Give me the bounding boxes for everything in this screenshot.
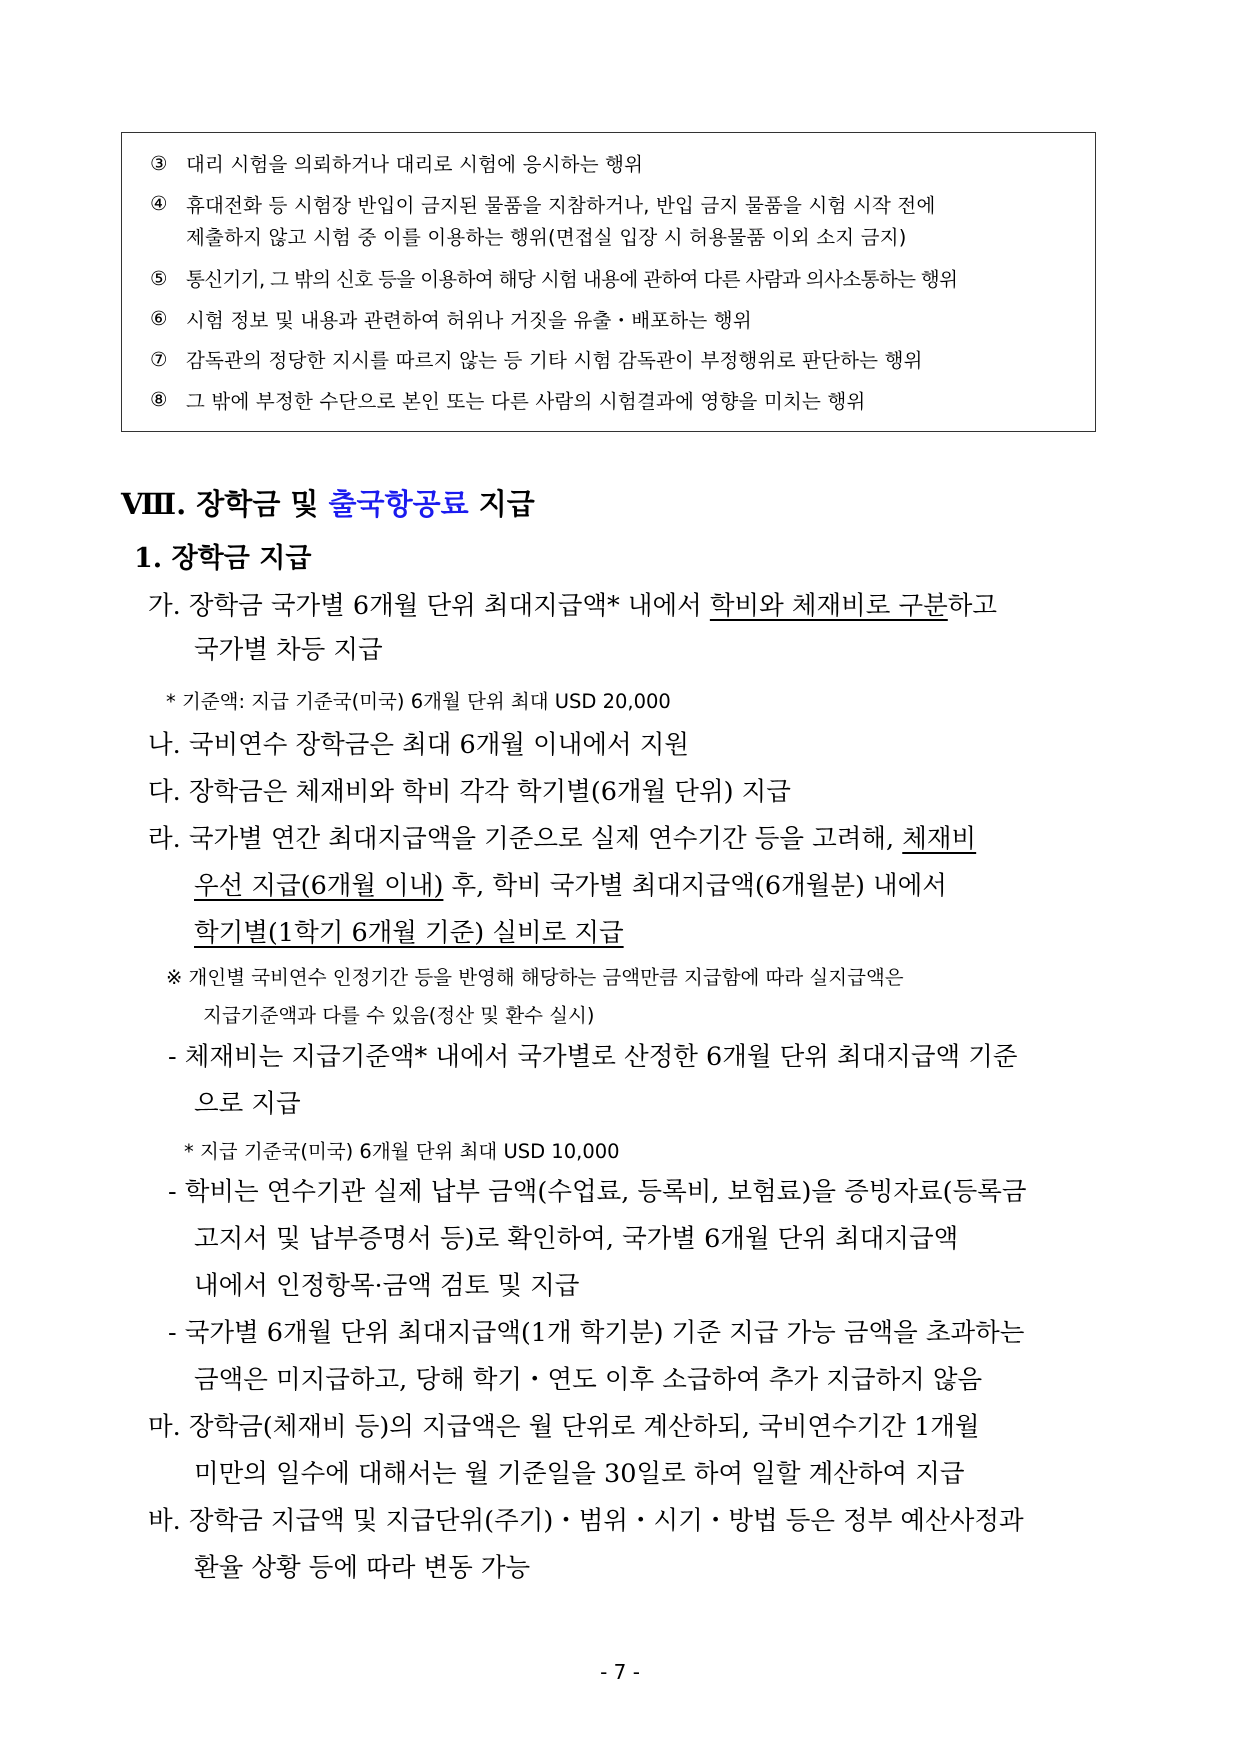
item-text: 감독관의 정당한 지시를 따르지 않는 등 기타 시험 감독관이 부정행위로 판단하는 행위	[186, 349, 923, 373]
box-item	[150, 339, 1083, 380]
note-ra-line1: ※ 개인별 국비연수 인정기간 등을 반영해 해당하는 금액만큼 지급함에 따라 실지급액은	[166, 966, 904, 989]
item-number: ④	[150, 192, 168, 216]
note-dash1: * 지급 기준국(미국) 6개월 단위 최대 USD 10,000	[184, 1140, 620, 1163]
note-ra-line2: 지급기준액과 다를 수 있음(정산 및 환수 실시)	[203, 1004, 595, 1027]
dash2-line2: 고지서 및 납부증명서 등)로 확인하여, 국가별 6개월 단위 최대지급액	[194, 1224, 959, 1254]
text: 후, 학비 국가별 최대지급액(6개월분) 내에서	[443, 871, 947, 901]
item-number: ⑥	[150, 307, 168, 331]
prohibited-acts-box	[121, 132, 1096, 432]
item-number: ⑤	[150, 266, 168, 290]
note-ga: * 기준액: 지급 기준국(미국) 6개월 단위 최대 USD 20,000	[166, 690, 671, 713]
dash2-line1: - 학비는 연수기관 실제 납부 금액(수업료, 등록비, 보험료)을 증빙자료(등록금	[168, 1177, 1027, 1207]
para-ga-line2: 국가별 차등 지급	[194, 635, 383, 665]
box-item	[150, 380, 1083, 421]
box-item	[150, 143, 1083, 184]
item-text: 휴대전화 등 시험장 반입이 금지된 물품을 지참하거나, 반입 금지 물품을 시험 시작 전에	[186, 193, 936, 217]
item-number: ⑧	[150, 388, 168, 412]
text: 라. 국가별 연간 최대지급액을 기준으로 실제 연수기간 등을 고려해,	[148, 824, 903, 854]
dash1-line2: 으로 지급	[194, 1089, 301, 1119]
underlined-text: 학비와 체재비로 구분	[709, 591, 948, 621]
para-na: 나. 국비연수 장학금은 최대 6개월 이내에서 지원	[148, 730, 689, 760]
subsection-heading: 1. 장학금 지급	[134, 543, 312, 574]
para-ma-line2: 미만의 일수에 대해서는 월 기준일을 30일로 하여 일할 계산하여 지급	[194, 1459, 965, 1489]
para-da: 다. 장학금은 체재비와 학비 각각 학기별(6개월 단위) 지급	[148, 777, 791, 807]
box-item-continuation: 제출하지 않고 시험 중 이를 이용하는 행위(면접실 입장 시 허용물품 이외 소지 금지)	[186, 226, 907, 249]
section-heading-suffix: 지급	[468, 487, 535, 521]
dash3-line2: 금액은 미지급하고, 당해 학기・연도 이후 소급하여 추가 지급하지 않음	[194, 1365, 983, 1395]
item-number: ⑦	[150, 347, 168, 371]
item-text: 대리 시험을 의뢰하거나 대리로 시험에 응시하는 행위	[186, 153, 644, 177]
item-text: 통신기기, 그 밖의 신호 등을 이용하여 해당 시험 내용에 관하여 다른 사람과 의사소통하는 행위	[186, 268, 958, 292]
para-ra-line1	[148, 819, 976, 855]
section-heading-prefix: Ⅷ. 장학금 및	[121, 487, 329, 521]
dash3-line1: - 국가별 6개월 단위 최대지급액(1개 학기분) 기준 지급 가능 금액을 초과하는	[168, 1318, 1025, 1348]
underlined-text: 체재비	[902, 824, 977, 854]
underlined-text: 우선 지급(6개월 이내)	[194, 871, 444, 901]
para-ra-line3	[194, 913, 624, 949]
item-text: 그 밖에 부정한 수단으로 본인 또는 다른 사람의 시험결과에 영향을 미치는 행위	[186, 389, 866, 413]
dash1-line1: - 체재비는 지급기준액* 내에서 국가별로 산정한 6개월 단위 최대지급액 기준	[168, 1042, 1018, 1072]
underlined-text: 학기별(1학기 6개월 기준) 실비로 지급	[194, 918, 624, 948]
item-number: ③	[150, 151, 168, 175]
text: 하고	[947, 591, 998, 621]
section-heading-highlight: 출국항공료	[328, 487, 469, 521]
para-ra-line2	[194, 866, 947, 902]
para-ga-line1	[148, 586, 997, 622]
para-ba-line2: 환율 상황 등에 따라 변동 가능	[194, 1553, 531, 1583]
page-number: - 7 -	[600, 1660, 640, 1684]
box-item	[150, 299, 1083, 340]
box-item	[150, 258, 1083, 299]
dash2-line3: 내에서 인정항목·금액 검토 및 지급	[194, 1271, 580, 1301]
para-ba-line1: 바. 장학금 지급액 및 지급단위(주기)・범위・시기・방법 등은 정부 예산사정과	[148, 1506, 1024, 1536]
para-ma-line1: 마. 장학금(체재비 등)의 지급액은 월 단위로 계산하되, 국비연수기간 1개월	[148, 1412, 980, 1442]
item-text: 시험 정보 및 내용과 관련하여 허위나 거짓을 유출・배포하는 행위	[186, 308, 752, 332]
text: 가. 장학금 국가별 6개월 단위 최대지급액* 내에서	[148, 591, 710, 621]
section-heading	[121, 482, 535, 523]
